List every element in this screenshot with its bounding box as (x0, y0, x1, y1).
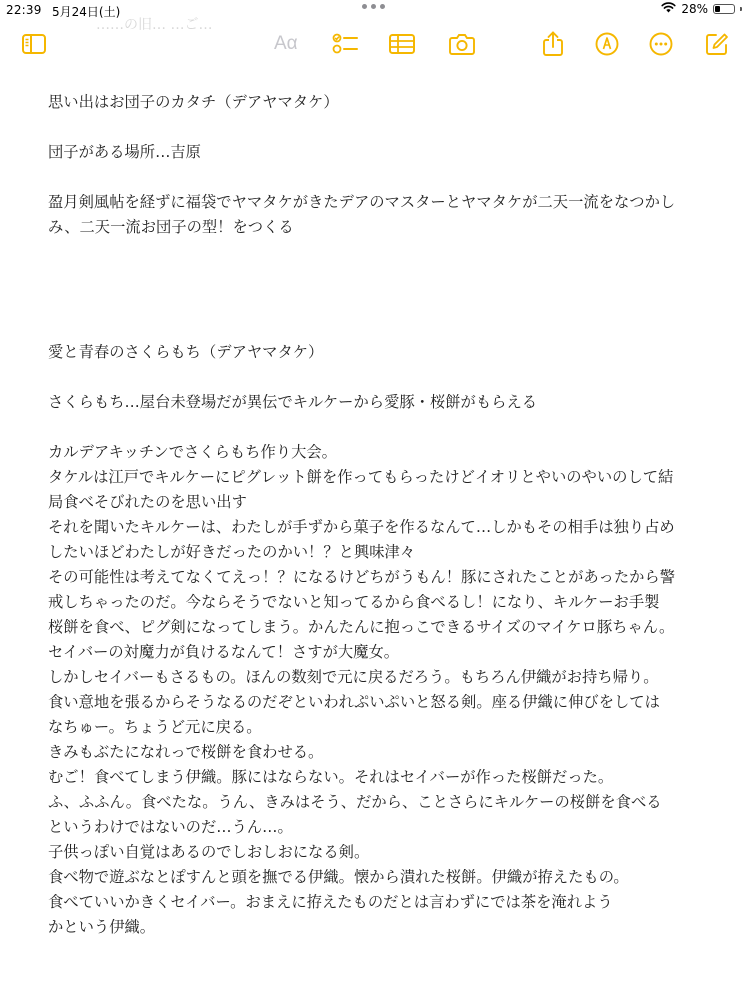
sidebar-icon (22, 34, 46, 54)
camera-button[interactable] (449, 31, 475, 57)
share-button[interactable] (540, 31, 566, 57)
markup-button[interactable] (594, 31, 620, 57)
table-icon (389, 34, 415, 54)
scrolled-text-fragment: ……の旧… …ご… (96, 17, 213, 33)
note-line: なちゅー。ちょうど元に戻る。 (48, 718, 262, 736)
note-line: きみもぶたになれっで桜餅を食わせる。 (48, 743, 324, 761)
status-time: 22:39 (6, 3, 42, 17)
section-place-line: さくらもち…屋台未登場だが異伝でキルケーから愛豚・桜餅がもらえる (48, 393, 538, 411)
share-icon (542, 31, 564, 57)
note-line: 食べていいかきくセイバー。おまえに拵えたものだとは言わずにでは茶を淹れよう (48, 893, 613, 911)
note-line: 子供っぽい自覚はあるのでしおしおになる剣。 (48, 843, 370, 861)
note-line: カルデアキッチンでさくらもち作り大会。 (48, 443, 337, 461)
more-options-button[interactable] (648, 31, 674, 57)
ellipsis-circle-icon (649, 32, 673, 56)
note-line: セイバーの対魔力が負けるなんて！さすが大魔女。 (48, 643, 400, 661)
wifi-icon (661, 2, 676, 16)
note-line: というわけではないのだ…うん…。 (48, 818, 293, 836)
compose-icon (705, 32, 729, 56)
note-line: 局食べそびれたのを思い出す (48, 493, 247, 511)
text-format-button[interactable]: Aα (274, 33, 298, 54)
battery-icon (713, 4, 735, 14)
markup-pen-icon (595, 32, 619, 56)
status-indicators (661, 2, 742, 16)
note-body[interactable] (48, 90, 718, 940)
camera-icon (449, 33, 475, 55)
section-title: 思い出はお団子のカタチ（デアヤマタケ） (48, 93, 339, 111)
section-place-line: 団子がある場所…吉原 (48, 143, 201, 161)
battery-level (715, 6, 720, 12)
checklist-button[interactable] (332, 31, 358, 57)
note-line: しかしセイバーもさるもの。ほんの数刻で元に戻るだろう。もちろん伊織がお持ち帰り。 (48, 668, 659, 686)
note-line: み、二天一流お団子の型！をつくる (48, 218, 294, 236)
note-line: ふ、ふふん。食べたな。うん、きみはそう、だから、ことさらにキルケーの桜餅を食べる (48, 793, 662, 811)
note-line: 戒しちゃったのだ。今ならそうでないと知ってるから食べるし！になり、キルケーお手製 (48, 593, 660, 611)
table-button[interactable] (389, 31, 415, 57)
note-line: かという伊織。 (48, 918, 156, 936)
multitasking-dots-icon[interactable] (362, 4, 385, 9)
battery-percent: 28% (681, 2, 708, 16)
notes-toolbar (0, 22, 750, 66)
note-line: 食べ物で遊ぶなとぽすんと頭を撫でる伊織。懐から潰れた桜餅。伊織が拵えたもの。 (48, 868, 629, 886)
note-line: それを聞いたキルケーは、わたしが手ずから菓子を作るなんて…しかもその相手は独り占め (48, 518, 675, 536)
checklist-icon (332, 32, 358, 56)
section-title: 愛と青春のさくらもち（デアヤマタケ） (48, 343, 324, 361)
note-line: 盈月剣風帖を経ずに福袋でヤマタケがきたデアのマスターとヤマタケが二天一流をなつかし (48, 193, 676, 211)
note-line: むご！食べてしまう伊織。豚にはならない。それはセイバーが作った桜餅だった。 (48, 768, 614, 786)
note-line: 食い意地を張るからそうなるのだぞといわれぷいぷいと怒る剣。座る伊織に伸びをしては (48, 693, 660, 711)
note-line: したいほどわたしが好きだったのかい！？と興味津々 (48, 543, 416, 561)
battery-tip (740, 7, 742, 11)
status-date: 5月24日(土) (52, 5, 121, 19)
note-line: 桜餅を食べ、ピグ剣になってしまう。かんたんに抱っこできるサイズのマイケロ豚ちゃん。 (48, 618, 675, 636)
sidebar-toggle-button[interactable] (21, 31, 47, 57)
note-line: その可能性は考えてなくてえっ！？になるけどちがうもん！豚にされたことがあったから警 (48, 568, 676, 586)
note-line: タケルは江戸でキルケーにピグレット餅を作ってもらったけどイオリとやいのやいのして結 (48, 468, 674, 486)
new-note-button[interactable] (704, 31, 730, 57)
